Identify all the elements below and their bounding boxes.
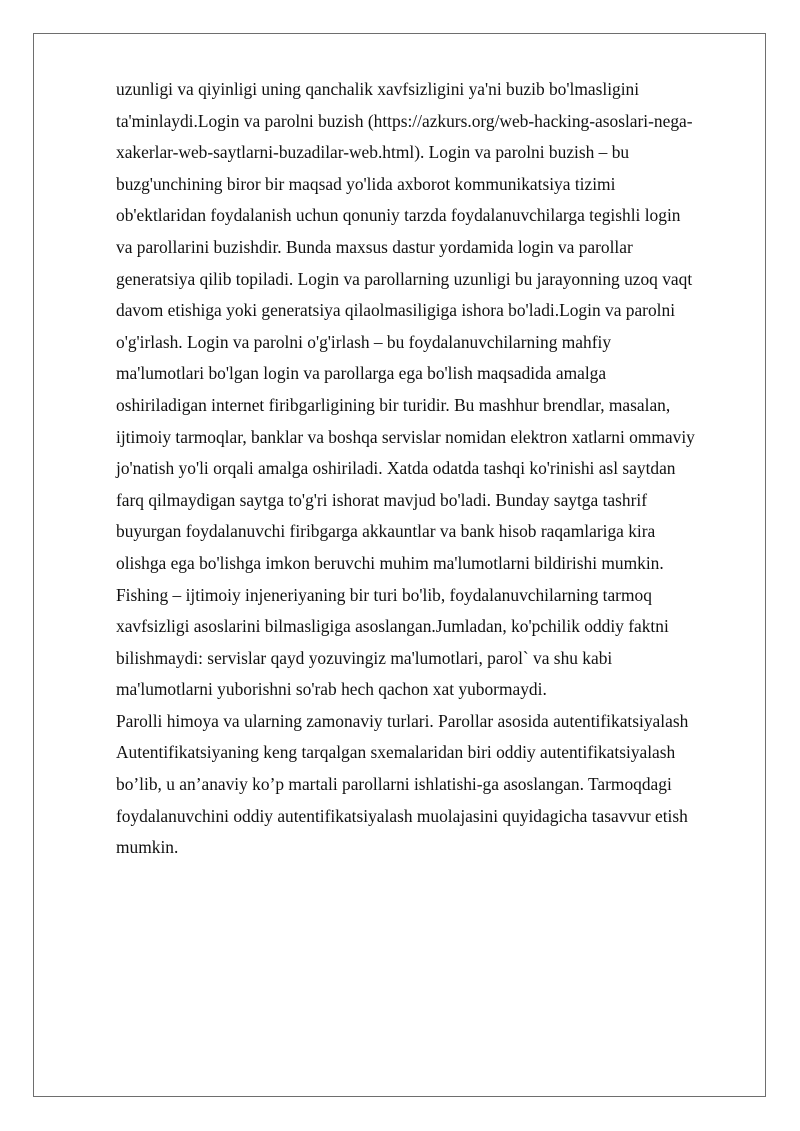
text-line: xavfsizligi asoslarini bilmasligiga asoslangan.Jumladan, ko'pchilik oddiy faktni	[116, 616, 669, 637]
body-text	[116, 74, 746, 864]
text-line: xakerlar-web-saytlarni-buzadilar-web.html). Login va parolni buzish – bu	[116, 142, 630, 163]
text-line: Fishing – ijtimoiy injeneriyaning bir turi bo'lib, foydalanuvchilarning tarmoq	[116, 584, 652, 605]
text-line: ma'lumotlarni yuborishni so'rab hech qachon xat yubormaydi.	[116, 679, 547, 700]
text-line: ta'minlaydi.Login va parolni buzish (https://azkurs.org/web-hacking-asoslari-nega-	[116, 110, 693, 131]
text-line: olishga ega bo'lishga imkon beruvchi muhim ma'lumotlarni bildirishi mumkin.	[116, 552, 664, 573]
text-line: oshiriladigan internet firibgarligining bir turidir. Bu mashhur brendlar, masalan,	[116, 394, 671, 415]
text-line: ma'lumotlari bo'lgan login va parollarga ega bo'lish maqsadida amalga	[116, 363, 607, 384]
text-line: ob'ektlaridan foydalanish uchun qonuniy tarzda foydalanuvchilarga tegishli login	[116, 205, 681, 226]
text-line: Autentifikatsiyaning keng tarqalgan sxemalaridan biri oddiy autentifikatsiyalash	[116, 742, 676, 763]
text-line: jo'natish yo'li orqali amalga oshiriladi. Xatda odatda tashqi ko'rinishi asl saytdan	[116, 458, 676, 479]
text-line: o'g'irlash. Login va parolni o'g'irlash – bu foydalanuvchilarning mahfiy	[116, 331, 612, 352]
text-line: foydalanuvchini oddiy autentifikatsiyalash muolajasini quyidagicha tasavvur etish	[116, 805, 688, 826]
text-line: va parollarini buzishdir. Bunda maxsus dastur yordamida login va parollar	[116, 236, 633, 257]
text-line: farq qilmaydigan saytga to'g'ri ishorat mavjud bo'ladi. Bunday saytga tashrif	[116, 489, 648, 510]
text-line: Parolli himoya va ularning zamonaviy turlari. Parollar asosida autentifikatsiyalash	[116, 710, 689, 731]
text-line: buzg'unchining biror bir maqsad yo'lida axborot kommunikatsiya tizimi	[116, 173, 616, 194]
text-line: bilishmaydi: servislar qayd yozuvingiz ma'lumotlari, parol` va shu kabi	[116, 647, 613, 668]
text-line: buyurgan foydalanuvchi firibgarga akkauntlar va bank hisob raqamlariga kira	[116, 521, 656, 542]
text-line: davom etishiga yoki generatsiya qilaolmasiligiga ishora bo'ladi.Login va parolni	[116, 300, 676, 321]
text-line: uzunligi va qiyinligi uning qanchalik xavfsizligini ya'ni buzib bo'lmasligini	[116, 79, 640, 99]
text-line: bo’lib, u an’anaviy ko’p martali parollarni ishlatishi-ga asoslangan. Tarmoqdagi	[116, 774, 672, 795]
text-line: generatsiya qilib topiladi. Login va parollarning uzunligi bu jarayonning uzoq vaqt	[116, 268, 693, 289]
text-line: ijtimoiy tarmoqlar, banklar va boshqa servislar nomidan elektron xatlarni ommaviy	[116, 426, 695, 447]
text-line: mumkin.	[116, 837, 179, 858]
